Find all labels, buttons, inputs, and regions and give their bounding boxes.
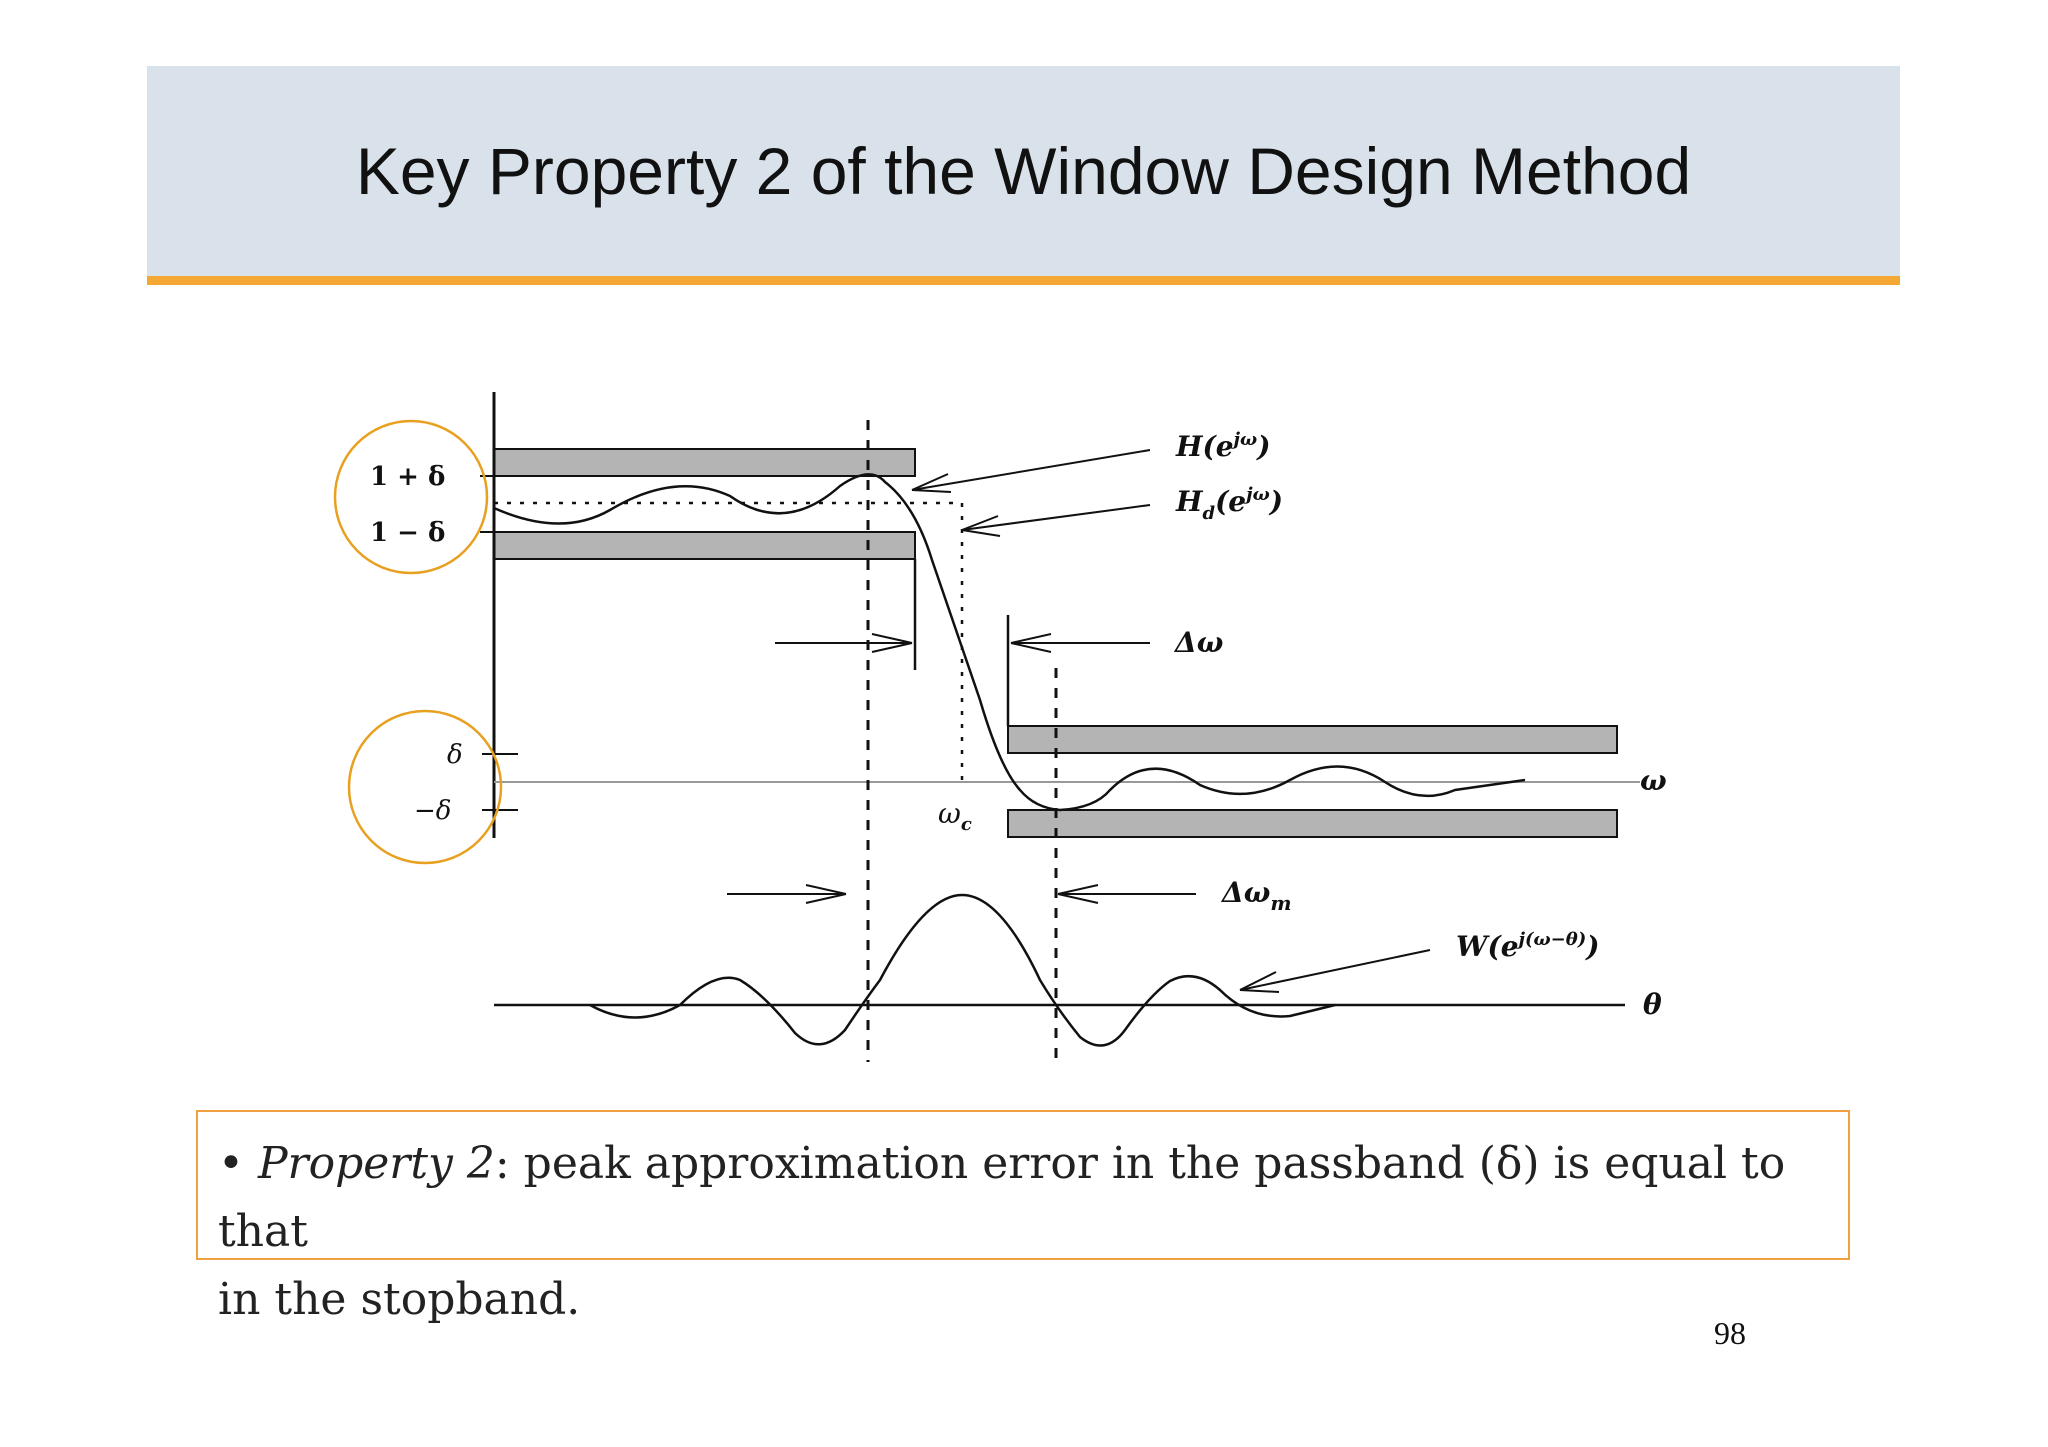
window-spectrum-w bbox=[590, 895, 1335, 1046]
property-text-line2: in the stopband. bbox=[218, 1274, 581, 1325]
property-statement-box bbox=[196, 1110, 1850, 1325]
stopband-highlight-circle bbox=[349, 711, 501, 863]
passband-highlight-circle bbox=[335, 421, 487, 573]
label-hd: $H_d(e^{j\omega})$ bbox=[1176, 484, 1284, 524]
actual-response-h bbox=[494, 474, 1525, 810]
label-one-plus-delta: 1 + δ bbox=[370, 462, 446, 492]
h-leader-arrow bbox=[912, 450, 1150, 490]
stopband-upper-band bbox=[1008, 726, 1617, 753]
label-theta: θ bbox=[1643, 988, 1662, 1021]
label-minus-delta: −δ bbox=[414, 796, 452, 826]
slide-title: Key Property 2 of the Window Design Method bbox=[355, 134, 1692, 208]
label-delta-omega-m: $\Delta\omega_m$ bbox=[1222, 876, 1292, 915]
page-number: 98 bbox=[1714, 1315, 1746, 1351]
property-name: Property 2 bbox=[257, 1138, 495, 1189]
label-omega-c: $\omega_c$ bbox=[938, 797, 972, 835]
passband-lower-band bbox=[494, 532, 915, 559]
label-w: $W(e^{j(\omega-\theta)})$ bbox=[1456, 929, 1600, 963]
label-omega: ω bbox=[1640, 764, 1667, 797]
label-delta-omega: Δω bbox=[1175, 626, 1224, 659]
w-leader-arrow bbox=[1240, 950, 1430, 990]
label-h: $H(e^{j\omega})$ bbox=[1176, 429, 1271, 463]
label-delta: δ bbox=[447, 740, 463, 770]
bullet: • bbox=[218, 1138, 244, 1189]
stopband-lower-band bbox=[1008, 810, 1617, 837]
hd-leader-arrow bbox=[962, 505, 1150, 530]
property-line-1 bbox=[218, 1130, 1842, 1266]
passband-upper-band bbox=[494, 449, 915, 476]
label-one-minus-delta: 1 − δ bbox=[370, 518, 446, 548]
property-text-line1: : peak approximation error in the passband (δ) is equal to that bbox=[218, 1138, 1786, 1257]
arrowhead bbox=[912, 474, 951, 492]
